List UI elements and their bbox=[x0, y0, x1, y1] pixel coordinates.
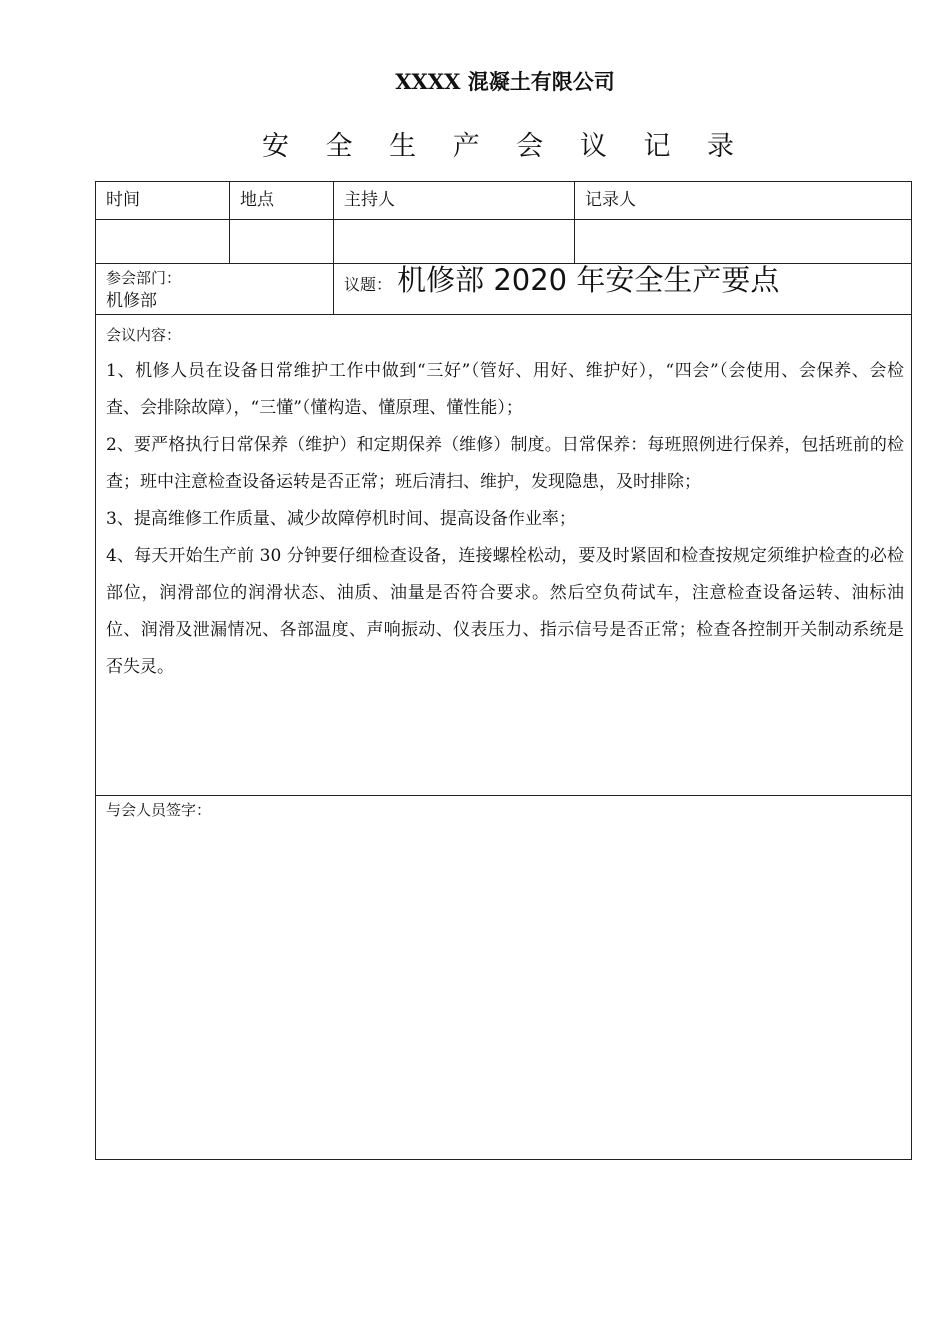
row-divider-content bbox=[95, 795, 912, 796]
content-item: 3、提高维修工作质量、减少故障停机时间、提高设备作业率； bbox=[106, 509, 576, 529]
content-item: 1、机修人员在设备日常维护工作中做到“三好”（管好、用好、维护好），“四会”（会使用、会保养、会检查、会排除故障），“三懂”（懂构造、懂原理、懂性能）； bbox=[106, 361, 904, 418]
content-label: 会议内容： bbox=[106, 326, 182, 344]
department-label: 参会部门： bbox=[106, 269, 182, 287]
col-divider-3 bbox=[574, 181, 575, 263]
header-place: 地点 bbox=[240, 190, 274, 210]
topic-label: 议题： bbox=[344, 275, 393, 294]
header-host: 主持人 bbox=[344, 190, 395, 210]
topic-cell bbox=[344, 258, 779, 299]
col-divider-1 bbox=[229, 181, 230, 263]
row-divider-topic bbox=[95, 314, 912, 315]
row-divider-header bbox=[95, 219, 912, 220]
meeting-content bbox=[106, 353, 904, 686]
topic-value: 机修部 2020 年安全生产要点 bbox=[397, 263, 780, 297]
content-item: 4、每天开始生产前 30 分钟要仔细检查设备，连接螺栓松动，要及时紧固和检查按规定须维护检查的必检部位，润滑部位的润滑状态、油质、油量是否符合要求。然后空负荷试车，注意检查设备运转、油标油位、润滑及泄漏情况、各部温度、声响振动、仪表压力、指示信号是否正常；检查各控制开关制动系统是否失灵。 bbox=[106, 546, 904, 677]
col-divider-2 bbox=[333, 181, 334, 314]
department-value: 机修部 bbox=[106, 291, 157, 311]
header-time: 时间 bbox=[106, 190, 140, 210]
signature-label: 与会人员签字： bbox=[106, 801, 212, 819]
content-item: 2、要严格执行日常保养（维护）和定期保养（维修）制度。日常保养：每班照例进行保养，包括班前的检查；班中注意检查设备运转是否正常；班后清扫、维护，发现隐患，及时排除； bbox=[106, 435, 904, 492]
company-name: XXXX 混凝土有限公司 bbox=[395, 69, 615, 94]
header-recorder: 记录人 bbox=[585, 190, 636, 210]
document-title: 安 全 生 产 会 议 记 录 bbox=[261, 131, 749, 162]
